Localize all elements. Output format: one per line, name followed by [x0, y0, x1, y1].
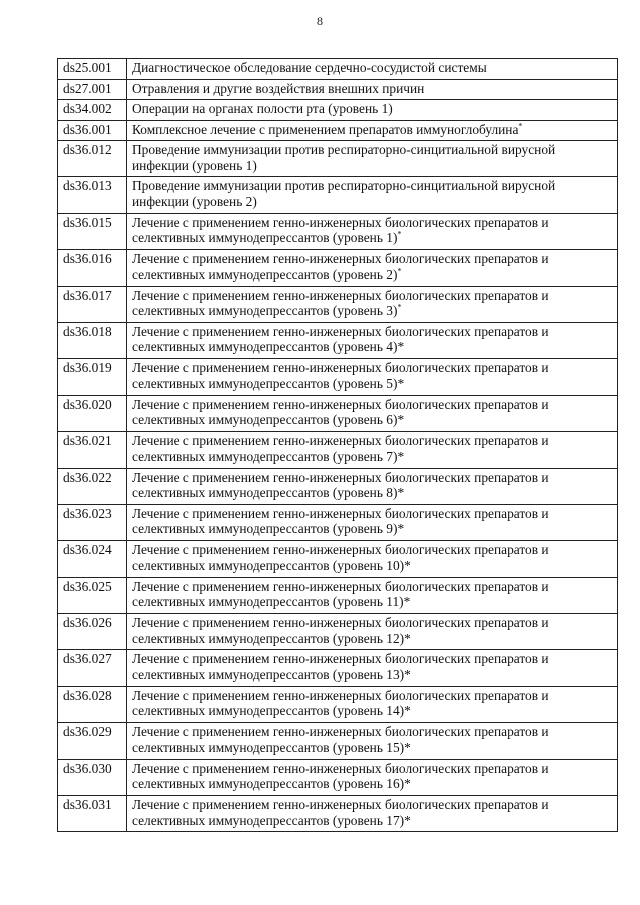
row-code: ds36.027 [58, 650, 127, 686]
row-code: ds36.020 [58, 395, 127, 431]
row-name: Комплексное лечение с применением препаратов иммуноглобулина [132, 121, 519, 137]
row-name: Лечение с применением генно-инженерных биологических препаратов и селективных иммунодепрессантов (уровень 15)* [132, 724, 549, 755]
table-row [58, 213, 618, 249]
row-name: Проведение иммунизации против респираторно-синцитиальной вирусной инфекции (уровень 1) [132, 142, 556, 173]
row-name-cell [127, 759, 618, 795]
row-name-cell [127, 614, 618, 650]
row-name-cell [127, 468, 618, 504]
row-name-cell [127, 120, 618, 141]
row-name-cell [127, 286, 618, 322]
table-row [58, 432, 618, 468]
row-code: ds36.018 [58, 322, 127, 358]
row-name-cell [127, 686, 618, 722]
row-code: ds36.017 [58, 286, 127, 322]
row-code: ds36.029 [58, 723, 127, 759]
row-code: ds36.001 [58, 120, 127, 141]
row-name: Отравления и другие воздействия внешних причин [132, 80, 425, 96]
row-code: ds36.023 [58, 504, 127, 540]
row-name: Лечение с применением генно-инженерных биологических препаратов и селективных иммунодепрессантов (уровень 6)* [132, 396, 549, 428]
table-row [58, 59, 618, 80]
row-name: Лечение с применением генно-инженерных биологических препаратов и селективных иммунодепрессантов (уровень 5)* [132, 360, 549, 391]
row-name-cell [127, 541, 618, 577]
row-name: Лечение с применением генно-инженерных биологических препаратов и селективных иммунодепрессантов (уровень 3) [132, 287, 549, 319]
row-name-cell [127, 504, 618, 540]
row-code: ds36.016 [58, 250, 127, 286]
row-code: ds36.025 [58, 577, 127, 613]
row-name: Диагностическое обследование сердечно-сосудистой системы [132, 60, 487, 75]
table-row [58, 79, 618, 100]
row-name: Лечение с применением генно-инженерных биологических препаратов и селективных иммунодепрессантов (уровень 10)* [132, 542, 549, 573]
row-code: ds36.030 [58, 759, 127, 795]
row-name: Лечение с применением генно-инженерных биологических препаратов и селективных иммунодепрессантов (уровень 16)* [132, 760, 549, 792]
row-name: Лечение с применением генно-инженерных биологических препаратов и селективных иммунодепрессантов (уровень 1) [132, 214, 549, 246]
footnote-mark: * [397, 266, 402, 276]
row-name: Лечение с применением генно-инженерных биологических препаратов и селективных иммунодепрессантов (уровень 11)* [132, 578, 549, 610]
row-name-cell [127, 577, 618, 613]
table-row [58, 322, 618, 358]
row-name: Лечение с применением генно-инженерных биологических препаратов и селективных иммунодепрессантов (уровень 9)* [132, 505, 549, 537]
table-row [58, 577, 618, 613]
row-name-cell [127, 79, 618, 100]
table-row [58, 796, 618, 832]
row-name-cell [127, 213, 618, 249]
row-name-cell [127, 250, 618, 286]
row-name-cell [127, 395, 618, 431]
table-row [58, 286, 618, 322]
row-name-cell [127, 723, 618, 759]
row-code: ds36.012 [58, 141, 127, 177]
table-row [58, 359, 618, 395]
footnote-mark: * [397, 302, 402, 312]
row-code: ds25.001 [58, 59, 127, 80]
row-code: ds36.028 [58, 686, 127, 722]
table-row [58, 120, 618, 141]
table-row [58, 100, 618, 121]
row-name-cell [127, 650, 618, 686]
row-name-cell [127, 796, 618, 832]
row-code: ds27.001 [58, 79, 127, 100]
row-name: Лечение с применением генно-инженерных биологических препаратов и селективных иммунодепрессантов (уровень 8)* [132, 469, 549, 501]
table-row [58, 504, 618, 540]
table-row [58, 723, 618, 759]
row-code: ds36.031 [58, 796, 127, 832]
row-name: Лечение с применением генно-инженерных биологических препаратов и селективных иммунодепрессантов (уровень 17)* [132, 797, 549, 828]
table-row [58, 395, 618, 431]
row-name-cell [127, 100, 618, 121]
table-row [58, 614, 618, 650]
codes-table-body [58, 59, 618, 832]
row-name: Лечение с применением генно-инженерных биологических препаратов и селективных иммунодепрессантов (уровень 12)* [132, 615, 549, 646]
table-row [58, 541, 618, 577]
row-name: Проведение иммунизации против респираторно-синцитиальной вирусной инфекции (уровень 2) [132, 178, 556, 209]
table-row [58, 468, 618, 504]
row-code: ds36.026 [58, 614, 127, 650]
row-name-cell [127, 359, 618, 395]
row-name: Лечение с применением генно-инженерных биологических препаратов и селективных иммунодепрессантов (уровень 7)* [132, 433, 549, 464]
footnote-mark: * [518, 121, 523, 131]
row-code: ds36.022 [58, 468, 127, 504]
table-row [58, 250, 618, 286]
table-row [58, 141, 618, 177]
row-name: Лечение с применением генно-инженерных биологических препаратов и селективных иммунодепрессантов (уровень 4)* [132, 323, 549, 355]
row-name-cell [127, 177, 618, 213]
row-name-cell [127, 59, 618, 80]
codes-table [57, 58, 618, 832]
row-code: ds36.015 [58, 213, 127, 249]
row-name-cell [127, 141, 618, 177]
table-row [58, 650, 618, 686]
row-code: ds36.021 [58, 432, 127, 468]
row-code: ds36.024 [58, 541, 127, 577]
row-code: ds36.013 [58, 177, 127, 213]
row-name-cell [127, 322, 618, 358]
row-name: Операции на органах полости рта (уровень 1) [132, 101, 393, 116]
row-name-cell [127, 432, 618, 468]
row-code: ds36.019 [58, 359, 127, 395]
row-name: Лечение с применением генно-инженерных биологических препаратов и селективных иммунодепрессантов (уровень 2) [132, 251, 549, 282]
row-code: ds34.002 [58, 100, 127, 121]
row-name: Лечение с применением генно-инженерных биологических препаратов и селективных иммунодепрессантов (уровень 14)* [132, 687, 549, 719]
table-row [58, 686, 618, 722]
table-row [58, 177, 618, 213]
footnote-mark: * [397, 229, 402, 239]
page-number: 8 [317, 14, 323, 28]
table-row [58, 759, 618, 795]
row-name: Лечение с применением генно-инженерных биологических препаратов и селективных иммунодепрессантов (уровень 13)* [132, 651, 549, 682]
